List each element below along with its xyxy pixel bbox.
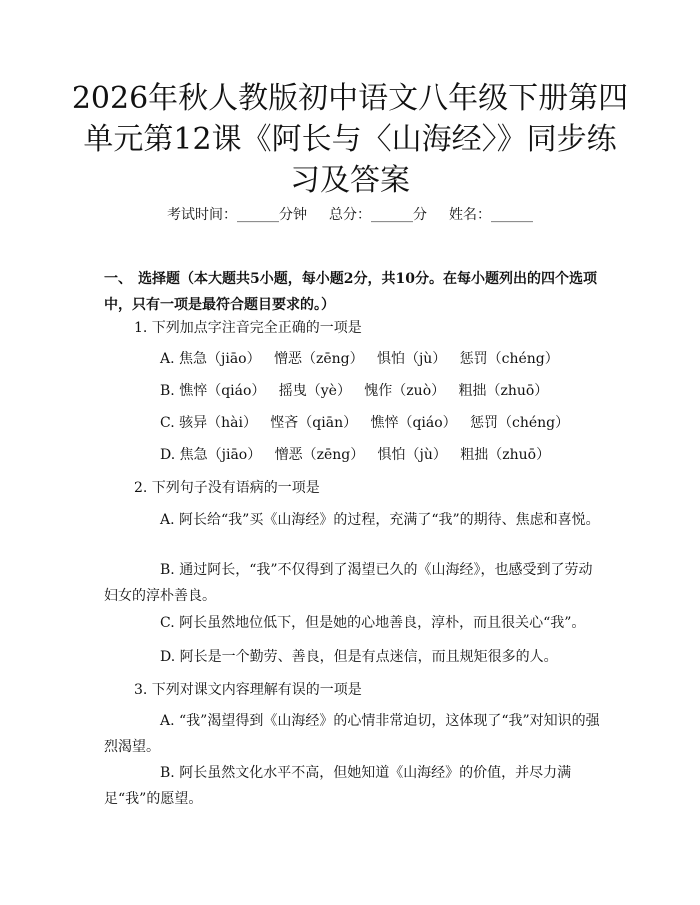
question-option: A. 阿长给“我”买《山海经》的过程，充满了“我”的期待、焦虑和喜悦。 (160, 512, 600, 528)
question-option: C. 骇异（hài） 悭吝（qiān） 憔悴（qiáo） 惩罚（chéng） (160, 415, 570, 431)
section-heading-text: 选择题（本大题共5小题，每小题2分，共10分。在每小题列出的四个选项中，只有一项是最符合题目要求的。） (104, 271, 597, 313)
question-option: B. 阿长虽然文化水平不高，但她知道《山海经》的价值，并尽力满足“我”的愿望。 (104, 765, 572, 807)
question-stem: 1. 下列加点字注音完全正确的一项是 (134, 320, 362, 336)
question-option: D. 焦急（jiāo） 憎恶（zēng） 惧怕（jù） 粗拙（zhuō） (160, 447, 551, 463)
question-stem: 3. 下列对课文内容理解有误的一项是 (134, 682, 362, 698)
question-option: C. 阿长虽然地位低下，但是她的心地善良，淳朴，而且很关心“我”。 (160, 615, 586, 631)
section-number: 一、 (104, 271, 132, 287)
exam-meta-line (0, 205, 700, 225)
section-heading (104, 266, 604, 318)
question-option: B. 通过阿长，“我”不仅得到了渴望已久的《山海经》，也感受到了劳动妇女的淳朴善良。 (104, 562, 593, 604)
question-option: D. 阿长是一个勤劳、善良，但是有点迷信，而且规矩很多的人。 (160, 649, 558, 665)
question-option: B. 憔悴（qiáo） 摇曳（yè） 愧作（zuò） 粗拙（zhuō） (160, 383, 549, 399)
total-score-field: 总分：______分 (329, 207, 427, 223)
question-option: A. “我”渴望得到《山海经》的心情非常迫切，这体现了“我”对知识的强烈渴望。 (104, 713, 600, 755)
page-title: 2026年秋人教版初中语文八年级下册第四单元第12课《阿长与〈山海经〉》同步练习及答案 (71, 81, 629, 198)
question-option: A. 焦急（jiāo） 憎恶（zēng） 惧怕（jù） 惩罚（chéng） (160, 351, 559, 367)
exam-time-field: 考试时间：______分钟 (167, 207, 307, 223)
question-stem: 2. 下列句子没有语病的一项是 (134, 480, 320, 496)
student-name-field: 姓名：______ (449, 207, 533, 223)
